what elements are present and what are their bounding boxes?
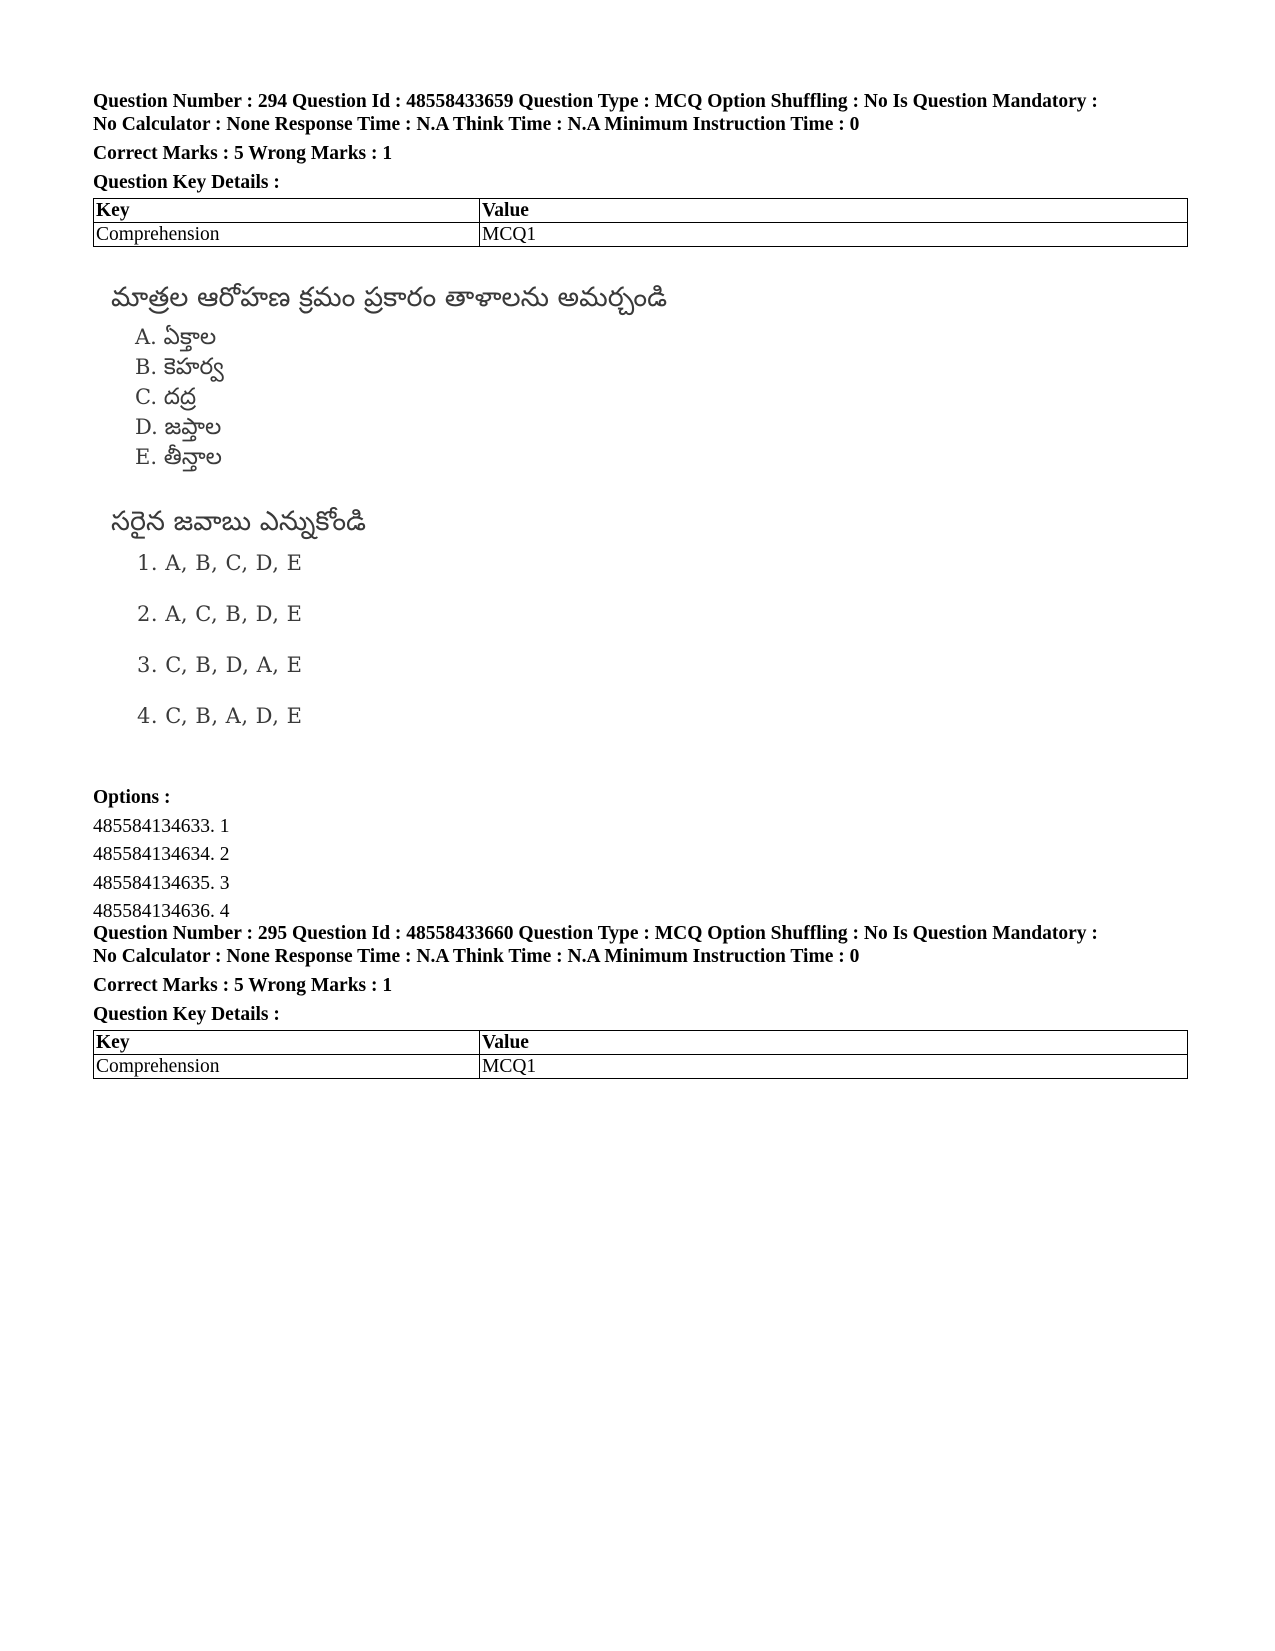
col-value-header: Value <box>480 1031 1188 1055</box>
item-letter: A. <box>135 325 157 349</box>
question-header-line2: No Calculator : None Response Time : N.A Think Time : N.A Minimum Instruction Time : 0 <box>93 114 860 135</box>
question-header <box>93 922 1188 968</box>
answer-choice: 2. A, C, B, D, E <box>137 602 303 626</box>
row-value-cell: MCQ1 <box>480 223 1188 247</box>
question-header <box>93 90 1188 136</box>
question-295-block <box>93 922 1188 1079</box>
list-item <box>135 354 224 386</box>
item-text: దద్ర <box>163 384 197 410</box>
table-header-row <box>94 199 1188 223</box>
question-stem: మాత్రల ఆరోహణ క్రమం ప్రకారం తాళాలను అమర్చండి <box>111 282 668 313</box>
options-list <box>93 784 230 927</box>
question-image <box>107 276 707 766</box>
key-details-table <box>93 1030 1188 1079</box>
option-item: 485584134633. 1 <box>93 815 230 837</box>
row-value-cell: MCQ1 <box>480 1055 1188 1079</box>
answer-choice: 1. A, B, C, D, E <box>137 551 303 575</box>
table-row <box>94 1055 1188 1079</box>
item-text: జప్తాల <box>164 414 222 440</box>
list-item <box>135 384 196 416</box>
item-text: ఏక్తాల <box>163 324 217 350</box>
options-label: Options : <box>93 787 171 808</box>
question-prompt: సరైన జవాబు ఎన్నుకోండి <box>111 506 367 537</box>
row-key-cell: Comprehension <box>94 223 480 247</box>
question-header-line1: Question Number : 294 Question Id : 48558433659 Question Type : MCQ Option Shuffling : No Is Question Mandatory : <box>93 91 1098 112</box>
item-letter: C. <box>135 385 157 409</box>
answer-choice: 4. C, B, A, D, E <box>137 704 303 728</box>
col-value-header: Value <box>480 199 1188 223</box>
table-row <box>94 223 1188 247</box>
item-letter: E. <box>135 445 158 469</box>
item-letter: D. <box>135 415 158 439</box>
option-item: 485584134635. 3 <box>93 872 230 894</box>
col-key-header: Key <box>94 199 480 223</box>
question-294-block <box>93 90 1188 247</box>
list-item <box>135 414 221 446</box>
list-item <box>135 444 222 476</box>
marks-line: Correct Marks : 5 Wrong Marks : 1 <box>93 975 393 996</box>
item-text: తీన్తాల <box>163 444 222 470</box>
list-item <box>135 324 216 356</box>
item-letter: B. <box>135 355 158 379</box>
question-header-line1: Question Number : 295 Question Id : 48558433660 Question Type : MCQ Option Shuffling : No Is Question Mandatory : <box>93 923 1098 944</box>
answer-choice: 3. C, B, D, A, E <box>137 653 303 677</box>
marks-line: Correct Marks : 5 Wrong Marks : 1 <box>93 143 393 164</box>
key-details-label: Question Key Details : <box>93 1004 280 1025</box>
option-item: 485584134636. 4 <box>93 901 230 922</box>
option-item: 485584134634. 2 <box>93 844 230 865</box>
table-header-row <box>94 1031 1188 1055</box>
key-details-table <box>93 198 1188 247</box>
col-key-header: Key <box>94 1031 480 1055</box>
row-key-cell: Comprehension <box>94 1055 480 1079</box>
item-text: కెహర్వ <box>163 354 224 380</box>
key-details-label: Question Key Details : <box>93 172 280 193</box>
question-header-line2: No Calculator : None Response Time : N.A Think Time : N.A Minimum Instruction Time : 0 <box>93 946 860 967</box>
